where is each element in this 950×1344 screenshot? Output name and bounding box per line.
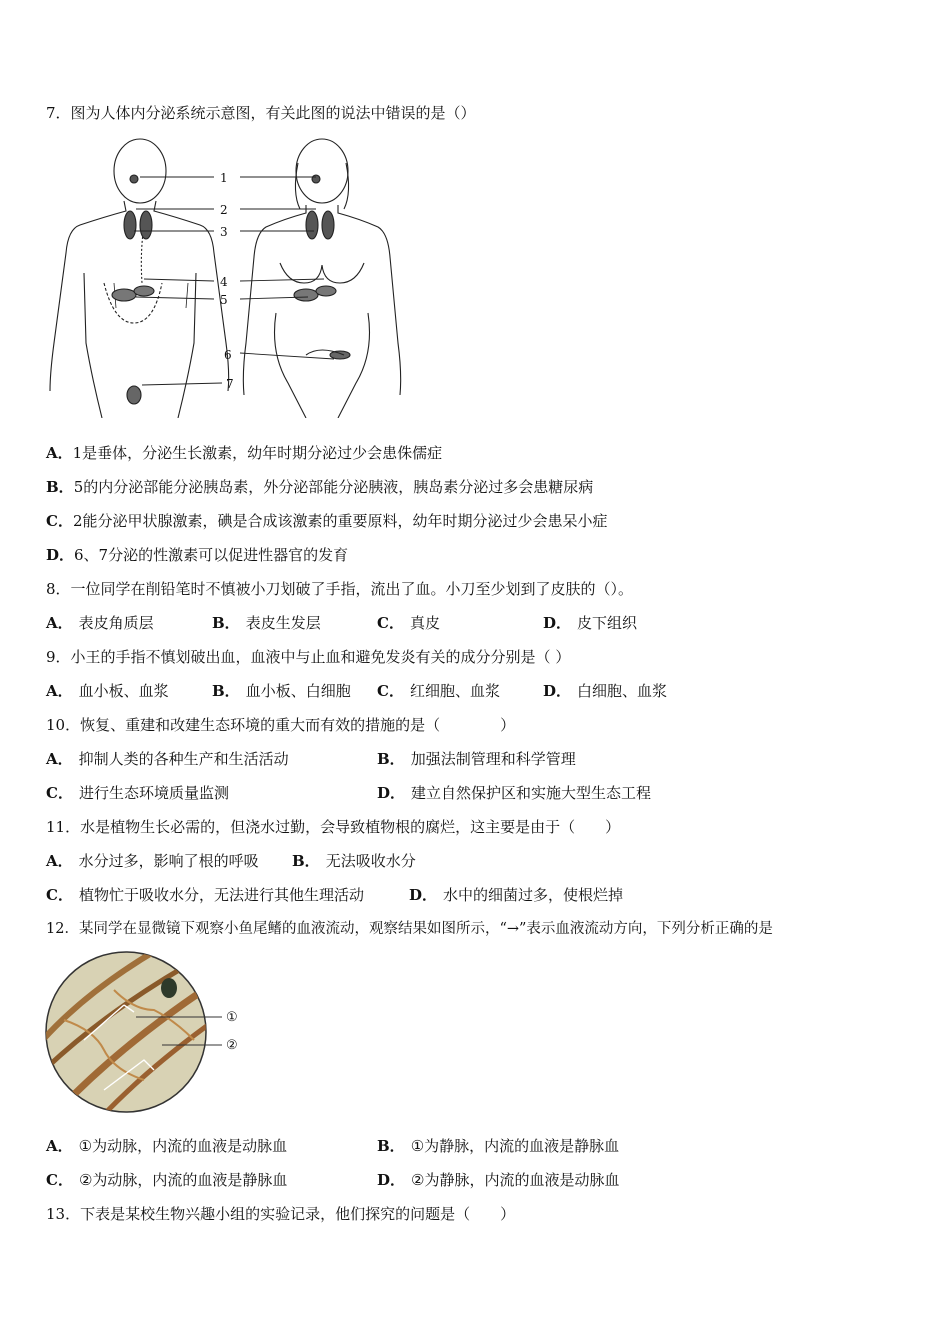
option-text: 建立自然保护区和实施大型生态工程 <box>411 784 652 802</box>
option-text: 红细胞、血浆 <box>409 682 500 700</box>
option-letter: B． <box>377 1137 405 1155</box>
option-letter: A． <box>46 444 73 462</box>
q12-stem: 12．某同学在显微镜下观察小鱼尾鳍的血液流动，观察结果如图所示，“→”表示血液流动方向，下列分析正确的是 <box>46 921 773 937</box>
option-text: 皮下组织 <box>577 614 638 632</box>
q9-option-c[interactable] <box>377 681 500 701</box>
option-letter: A． <box>46 750 73 768</box>
q7-option-b[interactable] <box>46 477 593 497</box>
option-letter: B． <box>292 852 320 870</box>
q7-option-c[interactable] <box>46 511 608 531</box>
option-text: ①为动脉，内流的血液是动脉血 <box>78 1137 288 1155</box>
q8-stem: 8．一位同学在削铅笔时不慎被小刀划破了手指，流出了血。小刀至少划到了皮肤的（）。 <box>46 580 634 598</box>
q11-option-c[interactable] <box>46 885 364 905</box>
option-letter: C． <box>377 682 404 700</box>
q11-stem: 11．水是植物生长必需的，但浇水过勤，会导致植物根的腐烂，这主要是由于（ ） <box>46 818 621 836</box>
q7-option-a[interactable] <box>46 443 442 463</box>
figure-label-7: 7 <box>226 377 234 391</box>
figure-label-1: ① <box>226 1010 238 1025</box>
option-text: 表皮角质层 <box>78 614 154 632</box>
q10-option-a[interactable] <box>46 749 289 769</box>
option-letter: D． <box>543 682 572 700</box>
fish-tail-microscope-figure <box>44 950 244 1115</box>
option-text: 加强法制管理和科学管理 <box>410 750 576 768</box>
q8-option-c[interactable] <box>377 613 440 633</box>
option-letter: C． <box>46 886 73 904</box>
microscope-field <box>46 952 206 1112</box>
option-text: ①为静脉，内流的血液是静脉血 <box>410 1137 620 1155</box>
figure-label-2: ② <box>226 1038 238 1053</box>
option-letter: D． <box>377 784 406 802</box>
female-body-outline <box>243 139 400 418</box>
option-text: 植物忙于吸收水分，无法进行其他生理活动 <box>78 886 364 904</box>
male-body-outline <box>50 139 229 418</box>
option-letter: B． <box>46 478 74 496</box>
q12-option-c[interactable] <box>46 1170 287 1190</box>
q11-option-d[interactable] <box>409 885 623 905</box>
option-letter: D． <box>543 614 572 632</box>
option-text: ②为静脉，内流的血液是动脉血 <box>411 1171 620 1189</box>
option-text: 抑制人类的各种生产和生活活动 <box>78 750 289 768</box>
option-letter: B． <box>212 614 240 632</box>
option-text: 水中的细菌过多，使根烂掉 <box>443 886 624 904</box>
figure-label-3: 3 <box>220 225 228 239</box>
option-letter: D． <box>46 546 75 564</box>
figure-label-5: 5 <box>220 293 228 307</box>
option-text: 真皮 <box>409 614 440 632</box>
figure-label-4: 4 <box>220 275 228 289</box>
option-letter: A． <box>46 1137 73 1155</box>
option-text: ②为动脉，内流的血液是静脉血 <box>78 1171 288 1189</box>
q12-option-a[interactable] <box>46 1136 287 1156</box>
option-letter: C． <box>377 614 404 632</box>
option-letter: A． <box>46 614 73 632</box>
option-letter: D． <box>409 886 438 904</box>
figure-label-6: 6 <box>224 348 232 362</box>
q10-stem: 10．恢复、重建和改建生态环境的重大而有效的措施的是（ ） <box>46 716 516 734</box>
option-text: 血小板、白细胞 <box>245 682 351 700</box>
option-letter: C． <box>46 1171 73 1189</box>
option-text: 水分过多，影响了根的呼吸 <box>78 852 259 870</box>
option-text: 进行生态环境质量监测 <box>78 784 229 802</box>
q10-option-d[interactable] <box>377 783 651 803</box>
q9-option-a[interactable] <box>46 681 169 701</box>
q11-option-a[interactable] <box>46 851 259 871</box>
option-text: 白细胞、血浆 <box>577 682 668 700</box>
option-letter: D． <box>377 1171 406 1189</box>
q13-stem: 13．下表是某校生物兴趣小组的实验记录，他们探究的问题是（ ） <box>46 1205 516 1223</box>
q9-option-d[interactable] <box>543 681 667 701</box>
q8-option-d[interactable] <box>543 613 637 633</box>
figure-leader-lines <box>134 177 334 385</box>
option-text: 2能分泌甲状腺激素，碘是合成该激素的重要原料，幼年时期分泌过少会患呆小症 <box>72 512 608 530</box>
endocrine-system-figure <box>44 133 414 418</box>
option-letter: B． <box>377 750 405 768</box>
q10-option-b[interactable] <box>377 749 576 769</box>
q12-option-d[interactable] <box>377 1170 619 1190</box>
option-letter: A． <box>46 682 73 700</box>
option-letter: C． <box>46 512 73 530</box>
option-letter: B． <box>212 682 240 700</box>
option-text: 6、7分泌的性激素可以促进性器官的发育 <box>74 546 349 564</box>
option-letter: A． <box>46 852 73 870</box>
q9-stem: 9．小王的手指不慎划破出血，血液中与止血和避免发炎有关的成分分别是（ ） <box>46 648 571 666</box>
q7-stem: 7．图为人体内分泌系统示意图，有关此图的说法中错误的是（） <box>46 104 476 122</box>
q10-option-c[interactable] <box>46 783 229 803</box>
figure-label-2: 2 <box>220 203 228 217</box>
q7-option-d[interactable] <box>46 545 348 565</box>
option-letter: C． <box>46 784 73 802</box>
option-text: 无法吸收水分 <box>325 852 416 870</box>
option-text: 5的内分泌部能分泌胰岛素，外分泌部能分泌胰液，胰岛素分泌过多会患糖尿病 <box>73 478 594 496</box>
q9-option-b[interactable] <box>212 681 351 701</box>
q8-option-b[interactable] <box>212 613 321 633</box>
figure-label-1: 1 <box>220 171 228 185</box>
q12-option-b[interactable] <box>377 1136 619 1156</box>
option-text: 血小板、血浆 <box>78 682 169 700</box>
option-text: 1是垂体，分泌生长激素，幼年时期分泌过少会患侏儒症 <box>72 444 443 462</box>
q11-option-b[interactable] <box>292 851 416 871</box>
q8-option-a[interactable] <box>46 613 154 633</box>
option-text: 表皮生发层 <box>245 614 321 632</box>
